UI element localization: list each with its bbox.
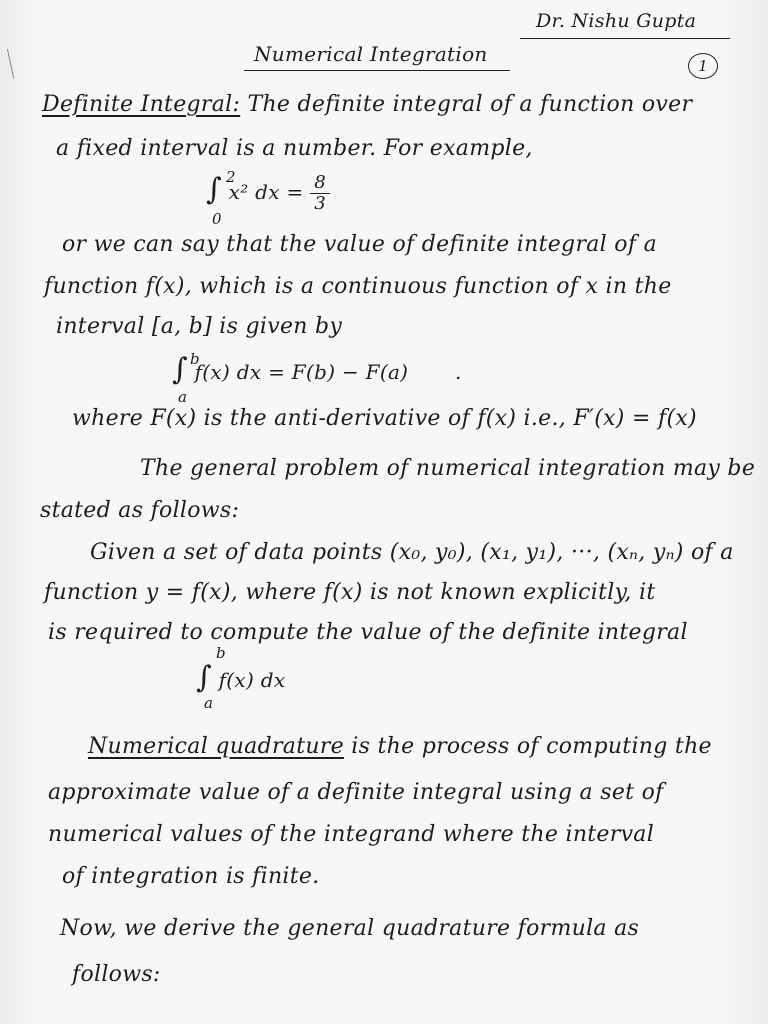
- definite-line-3: or we can say that the value of definite integral of a: [62, 232, 657, 257]
- definite-line-6: where F(x) is the anti-derivative of f(x) i.e., F′(x) = f(x): [72, 406, 697, 431]
- ftc-dot: .: [454, 360, 462, 384]
- quadrature-line-6: follows:: [72, 962, 161, 987]
- author-name: Dr. Nishu Gupta: [536, 10, 697, 32]
- quadrature-line-4: of integration is finite.: [62, 864, 320, 889]
- title-underline: [244, 70, 510, 71]
- example-integrand: x² dx =: [228, 180, 304, 204]
- ftc-integrand: f(x) dx = F(b) − F(a): [194, 360, 409, 384]
- problem-integral: [196, 660, 285, 695]
- quadrature-line-5: Now, we derive the general quadrature formula as: [60, 916, 640, 941]
- example-integral: [206, 172, 330, 214]
- margin-mark: [7, 47, 22, 78]
- integral-symbol: ∫: [196, 660, 212, 695]
- problem-line-3: Given a set of data points (x₀, y₀), (x₁, y₁), ···, (xₙ, yₙ) of a: [90, 540, 734, 565]
- definite-line-1-text: The definite integral of a function over: [247, 92, 693, 117]
- quadrature-line-3: numerical values of the integrand where the interval: [48, 822, 655, 847]
- definite-line-4: function f(x), which is a continuous function of x in the: [44, 274, 672, 299]
- fraction-denominator: 3: [314, 193, 326, 214]
- ftc-equation: [172, 352, 462, 387]
- integral-symbol: ∫: [206, 172, 222, 207]
- quadrature-term: Numerical quadrature: [88, 734, 344, 759]
- quadrature-line-1: [88, 734, 712, 759]
- definite-heading: Definite Integral:: [42, 92, 241, 117]
- problem-integrand: f(x) dx: [218, 668, 286, 692]
- integral-symbol: ∫: [172, 352, 188, 387]
- definite-line-1: [42, 92, 692, 117]
- quadrature-line-1-text: is the process of computing the: [351, 734, 712, 759]
- fraction-numerator: 8: [310, 173, 330, 194]
- problem-line-4: function y = f(x), where f(x) is not known explicitly, it: [44, 580, 656, 605]
- ftc-lower-limit: a: [178, 388, 187, 406]
- definite-line-5: interval [a, b] is given by: [56, 314, 343, 339]
- example-fraction: [310, 173, 330, 214]
- ftc-upper-limit: b: [190, 350, 200, 368]
- example-upper-limit: 2: [226, 168, 236, 186]
- page-number: 1: [688, 53, 718, 79]
- page-title: Numerical Integration: [254, 42, 488, 66]
- problem-line-2: stated as follows:: [40, 498, 240, 523]
- example-lower-limit: 0: [212, 210, 222, 228]
- problem-line-1: The general problem of numerical integration may be: [140, 456, 756, 481]
- author-underline: [520, 38, 730, 39]
- definite-line-2: a fixed interval is a number. For example,: [56, 136, 533, 161]
- problem-lower-limit: a: [204, 694, 213, 712]
- quadrature-line-2: approximate value of a definite integral using a set of: [48, 780, 664, 805]
- problem-upper-limit: b: [216, 644, 226, 662]
- problem-line-5: is required to compute the value of the definite integral: [48, 620, 688, 645]
